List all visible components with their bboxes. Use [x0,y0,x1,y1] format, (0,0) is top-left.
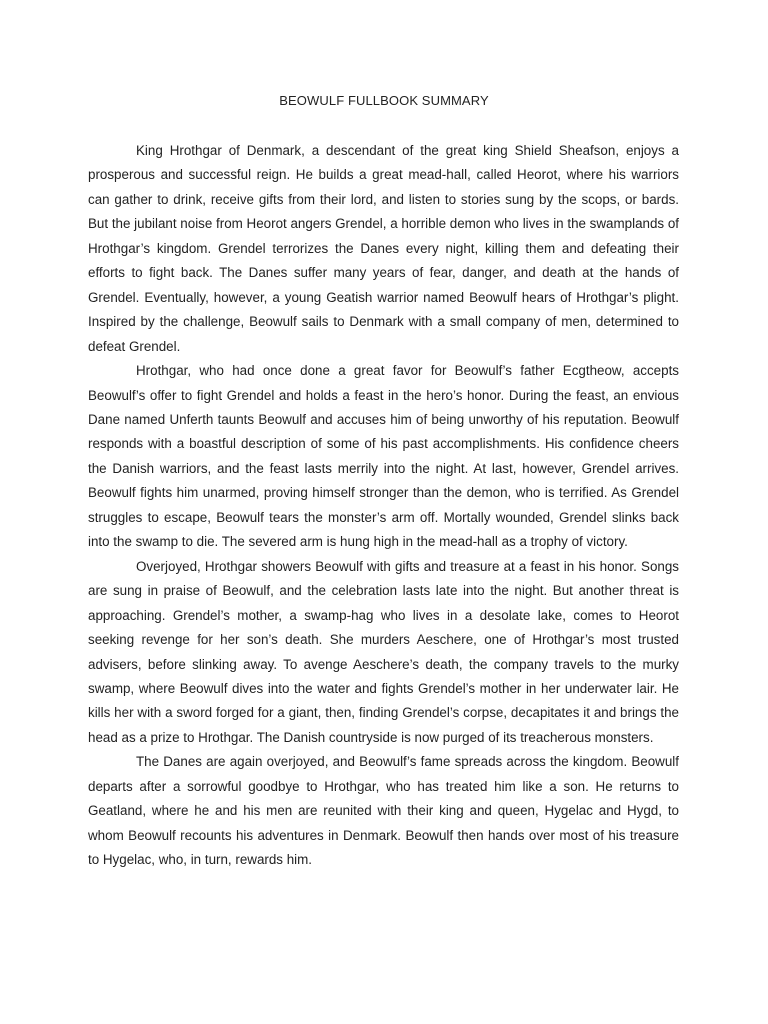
document-title: BEOWULF FULLBOOK SUMMARY [279,93,489,108]
document-body [88,139,679,873]
paragraph-3: Overjoyed, Hrothgar showers Beowulf with gifts and treasure at a feast in his honor. Songs are sung in praise of Beowulf, and the celebration lasts late into the night. But another threat is approaching. Grendel’s mother, a swamp-hag who lives in a desolate lake, comes to Heorot seeking revenge for her son’s death. She murders Aeschere, one of Hrothgar’s most trusted advisers, before slinking away. To avenge Aeschere’s death, the company travels to the murky swamp, where Beowulf dives into the water and fights Grendel’s mother in her underwater lair. He kills her with a sword forged for a giant, then, finding Grendel’s corpse, decapitates it and brings the head as a prize to Hrothgar. The Danish countryside is now purged of its treacherous monsters. [88,558,679,745]
paragraph-1: King Hrothgar of Denmark, a descendant of the great king Shield Sheafson, enjoys a prosperous and successful reign. He builds a great mead-hall, called Heorot, where his warriors can gather to drink, receive gifts from their lord, and listen to stories sung by the scops, or bards. But the jubilant noise from Heorot angers Grendel, a horrible demon who lives in the swamplands of Hrothgar’s kingdom. Grendel terrorizes the Danes every night, killing them and defeating their efforts to fight back. The Danes suffer many years of fear, danger, and death at the hands of Grendel. Eventually, however, a young Geatish warrior named Beowulf hears of Hrothgar’s plight. Inspired by the challenge, Beowulf sails to Denmark with a small company of men, determined to defeat Grendel. [88,143,679,354]
paragraph-4: The Danes are again overjoyed, and Beowulf’s fame spreads across the kingdom. Beowulf departs after a sorrowful goodbye to Hrothgar, who has treated him like a son. He returns to Geatland, where he and his men are reunited with their king and queen, Hygelac and Hygd, to whom Beowulf recounts his adventures in Denmark. Beowulf then hands over most of his treasure to Hygelac, who, in turn, rewards him. [88,754,679,868]
paragraph-2: Hrothgar, who had once done a great favor for Beowulf’s father Ecgtheow, accepts Beowulf’s offer to fight Grendel and holds a feast in the hero’s honor. During the feast, an envious Dane named Unferth taunts Beowulf and accuses him of being unworthy of his reputation. Beowulf responds with a boastful description of some of his past accomplishments. His confidence cheers the Danish warriors, and the feast lasts merrily into the night. At last, however, Grendel arrives. Beowulf fights him unarmed, proving himself stronger than the demon, who is terrified. As Grendel struggles to escape, Beowulf tears the monster’s arm off. Mortally wounded, Grendel slinks back into the swamp to die. The severed arm is hung high in the mead-hall as a trophy of victory. [88,363,679,550]
